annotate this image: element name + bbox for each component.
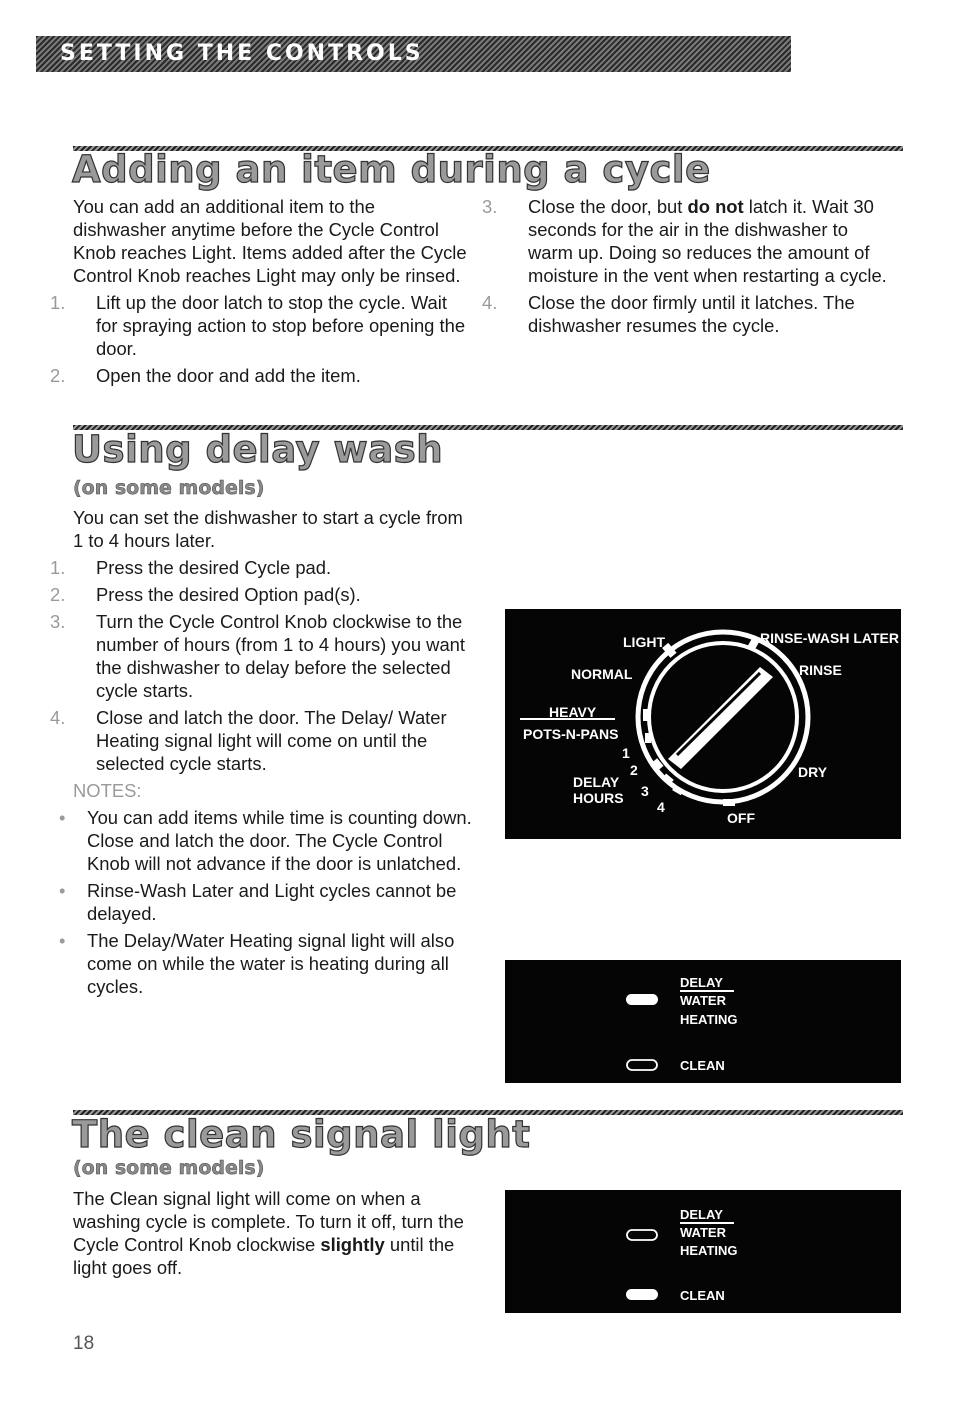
knob-label-normal: NORMAL xyxy=(571,666,633,682)
knob-label-rinse: RINSE xyxy=(799,662,842,678)
knob-label-light: LIGHT xyxy=(623,634,665,650)
section-banner xyxy=(36,36,791,72)
knob-label-dry: DRY xyxy=(798,764,828,780)
knob-label-rinse-wash-later: RINSE-WASH LATER xyxy=(760,630,899,646)
tick-mark xyxy=(643,709,650,721)
knob-label-off: OFF xyxy=(727,810,755,826)
notes-title: NOTES: xyxy=(73,780,142,801)
label-clean: CLEAN xyxy=(680,1058,725,1073)
knob-label-hours: HOURS xyxy=(573,790,624,806)
section2-intro: You can set the dishwasher to start a cycle from 1 to 4 hours later. xyxy=(73,507,463,551)
section3-text: The Clean signal light will come on when a washing cycle is complete. To turn it off, turn the Cycle Control Knob clockwise slightly until the light goes off. xyxy=(73,1188,464,1278)
section3-subtitle: (on some models) xyxy=(73,1157,265,1179)
label-heating: HEATING xyxy=(680,1012,738,1027)
knob-label-pots-n-pans: POTS-N-PANS xyxy=(523,726,619,742)
section1-intro: You can add an additional item to the dishwasher anytime before the Cycle Control Knob reaches Light. Items added after the Cycle Control Knob reaches Light may only be rinsed. xyxy=(73,196,467,286)
tick-mark xyxy=(645,733,651,743)
section-title-adding-item: Adding an item during a cycle xyxy=(72,148,711,191)
knob-label-heavy: HEAVY xyxy=(549,704,597,720)
signal-panel-delay-on xyxy=(505,960,901,1083)
label-water: WATER xyxy=(680,993,726,1008)
label-water: WATER xyxy=(680,1225,726,1240)
label-clean: CLEAN xyxy=(680,1288,725,1303)
note-item: • Rinse-Wash Later and Light cycles cannot be delayed. xyxy=(59,880,457,924)
delay-signal-light-off xyxy=(627,1230,657,1240)
banner-title: SETTING THE CONTROLS xyxy=(60,41,424,66)
cycle-control-knob-illustration xyxy=(505,609,901,839)
section1-left-column xyxy=(50,195,473,391)
clean-signal-light-on xyxy=(626,1289,658,1300)
section1-right-column xyxy=(482,195,895,341)
section2-step-1: 1. Press the desired Cycle pad. xyxy=(50,557,332,578)
page-number: 18 xyxy=(73,1333,95,1354)
section1-step-3: 3. Close the door, but do not latch it. Wait 30 seconds for the air in the dishwasher to warm up. Doing so reduces the amount of moisture in the vent when restarting a cycle. xyxy=(482,196,887,286)
section-title-delay-wash: Using delay wash xyxy=(72,428,444,471)
section1-step-2: 2. Open the door and add the item. xyxy=(50,365,361,386)
knob-hour-4: 4 xyxy=(657,799,665,815)
knob-label-delay: DELAY xyxy=(573,774,620,790)
note-item: • You can add items while time is counting down. Close and latch the door. The Cycle Control Knob will not advance if the door is unlatched. xyxy=(59,807,472,874)
tick-mark xyxy=(723,799,735,806)
label-delay: DELAY xyxy=(680,1207,723,1222)
section1-step-1: 1. Lift up the door latch to stop the cycle. Wait for spraying action to stop before opening the door. xyxy=(50,292,466,359)
section1-step-4: 4. Close the door firmly until it latches. The dishwasher resumes the cycle. xyxy=(482,292,855,336)
delay-signal-light-on xyxy=(626,994,658,1005)
knob-hour-1: 1 xyxy=(622,745,630,761)
section2-step-2: 2. Press the desired Option pad(s). xyxy=(50,584,361,605)
label-heating: HEATING xyxy=(680,1243,738,1258)
section2-column xyxy=(50,506,473,1002)
knob-hour-2: 2 xyxy=(630,762,638,778)
note-item: • The Delay/Water Heating signal light will also come on while the water is heating during all cycles. xyxy=(59,930,455,997)
label-delay: DELAY xyxy=(680,975,723,990)
section3-column xyxy=(73,1187,473,1283)
signal-panel-clean-on xyxy=(505,1190,901,1313)
section2-subtitle: (on some models) xyxy=(73,477,265,499)
clean-signal-light-off xyxy=(627,1060,657,1070)
section-title-clean-signal-light: The clean signal light xyxy=(72,1113,531,1156)
section2-step-4: 4. Close and latch the door. The Delay/ Water Heating signal light will come on until the selected cycle starts. xyxy=(50,707,447,774)
knob-hour-3: 3 xyxy=(641,783,649,799)
section2-step-3: 3. Turn the Cycle Control Knob clockwise to the number of hours (from 1 to 4 hours) you want the dishwasher to delay before the selected cycle starts. xyxy=(50,611,466,701)
